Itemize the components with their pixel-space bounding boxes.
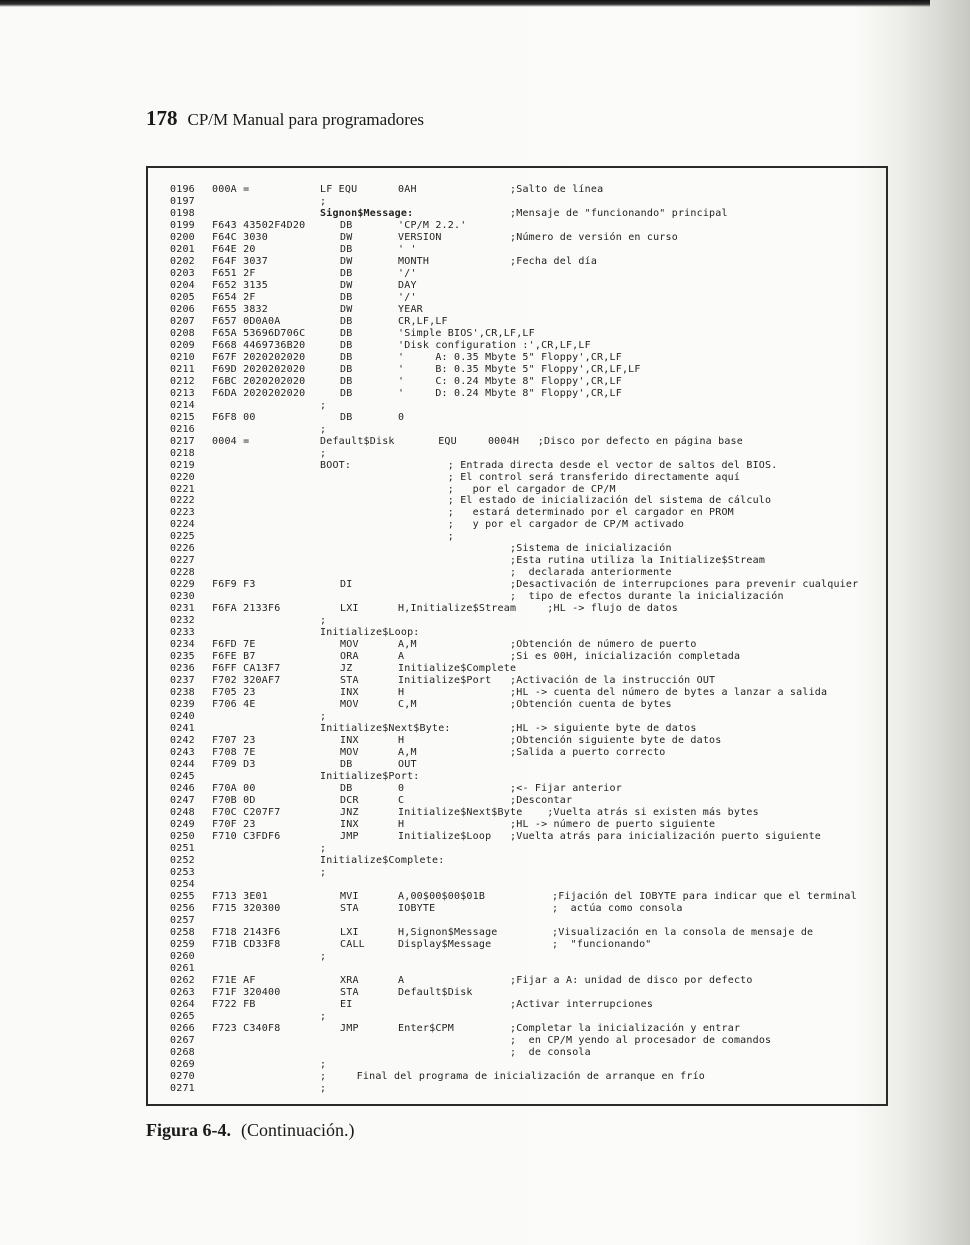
listing-lbl: ; [320,842,327,854]
listing-num: 0202 [170,255,195,267]
listing-cmt: ;Salida a puerto correcto [510,747,666,759]
listing-op: DB [340,363,353,375]
listing-addr: F707 23 [212,735,256,747]
listing-num: 0229 [170,579,195,591]
listing-cmt: ;Sistema de inicialización [510,543,672,555]
listing-num: 0220 [170,471,195,483]
listing-fcm: Final del programa de inicialización de arranque en frío [338,1070,706,1082]
listing-cmt: ;Descontar [510,794,573,806]
listing-num: 0217 [170,435,195,447]
listing-cmt: ;Obtención cuenta de bytes [510,699,672,711]
listing-arg: ' ' [398,243,417,255]
listing-num: 0263 [170,986,195,998]
listing-num: 0214 [170,399,195,411]
listing-arg: A,M [398,639,417,651]
listing-cmt: ;HL -> cuenta del número de bytes a lanzar a salida [510,687,828,699]
listing-addr: F71B CD33F8 [212,938,281,950]
listing-lbl: Initialize$Port: [320,771,420,783]
listing-bcm: ; El estado de inicialización del sistema de cálculo [398,495,772,507]
listing-num: 0233 [170,627,195,639]
listing-bcm: ; y por el cargador de CP/M activado [398,519,685,531]
code-listing [146,166,888,1106]
listing-lbl: Initialize$Next$Byte: [320,723,451,735]
listing-op: XRA [340,974,359,986]
listing-op: DW [340,303,353,315]
listing-op: JMP [340,1022,359,1034]
listing-cmt: ;Fecha del día [510,255,598,267]
listing-op: DW [340,231,353,243]
page-number: 178 [146,106,178,130]
listing-num: 0259 [170,938,195,950]
listing-cmt: ;Salto de línea [510,184,604,195]
listing-num: 0206 [170,303,195,315]
listing-num: 0209 [170,339,195,351]
listing-num: 0241 [170,723,195,735]
listing-num: 0237 [170,675,195,687]
listing-arg: A,00$00$00$01B [398,890,486,902]
listing-addr: F6FA 2133F6 [212,603,281,615]
listing-num: 0248 [170,806,195,818]
listing-op: DB [340,411,353,423]
listing-addr: F71E AF [212,974,256,986]
listing-op: DB [340,291,353,303]
listing-num: 0228 [170,567,195,579]
listing-bcm: ; [398,531,454,543]
listing-num: 0246 [170,783,195,794]
listing-arg: C,M [398,699,417,711]
listing-cmt: ;Mensaje de "funcionando" principal [510,207,728,219]
listing-lbl: ; [320,1070,327,1082]
figure-caption [146,1120,354,1141]
listing-cmt2: ; "funcionando" [552,938,652,950]
listing-addr: F70C C207F7 [212,806,281,818]
listing-addr: F64F 3037 [212,255,268,267]
listing-op: DB [340,783,353,794]
listing-num: 0232 [170,615,195,627]
listing-op: STA [340,986,359,998]
listing-num: 0197 [170,195,195,207]
listing-arg: MONTH [398,255,430,267]
listing-num: 0218 [170,447,195,459]
listing-op: DB [340,351,353,363]
listing-addr: 000A = [212,184,250,195]
listing-op: JZ [340,663,353,675]
listing-arg: Initialize$Complete [398,663,517,675]
listing-addr: F65A 53696D706C [212,327,306,339]
listing-lbl: ; [320,423,327,435]
listing-addr: F708 7E [212,747,256,759]
listing-arg: 'Simple BIOS',CR,LF,LF [398,327,535,339]
listing-num: 0247 [170,794,195,806]
listing-op: INX [340,687,359,699]
listing-arg: H,Initialize$Stream ;HL -> flujo de datos [398,603,678,615]
listing-addr: F71F 320400 [212,986,281,998]
listing-cmt: ; en CP/M yendo al procesador de comandos [510,1034,772,1046]
listing-addr: F654 2F [212,291,256,303]
listing-lbl: ; [320,195,327,207]
listing-arg: H [398,687,405,699]
listing-op: STA [340,902,359,914]
listing-op: CALL [340,938,365,950]
listing-addr: F657 0D0A0A [212,315,281,327]
listing-addr: F710 C3FDF6 [212,830,281,842]
listing-num: 0249 [170,818,195,830]
listing-num: 0267 [170,1034,195,1046]
listing-num: 0242 [170,735,195,747]
listing-cmt: ;HL -> número de puerto siguiente [510,818,716,830]
listing-lbl: ; [320,1010,327,1022]
listing-op: ORA [340,651,359,663]
listing-arg: 0 [398,783,405,794]
listing-addr: F6F8 00 [212,411,256,423]
listing-addr: F655 3832 [212,303,268,315]
listing-op: EI [340,998,353,1010]
listing-arg: OUT [398,759,417,771]
listing-op: INX [340,735,359,747]
listing-num: 0208 [170,327,195,339]
listing-addr: F64E 20 [212,243,256,255]
listing-num: 0205 [170,291,195,303]
listing-cmt: ;Activación de la instrucción OUT [510,675,716,687]
listing-cmt: ;Obtención de número de puerto [510,639,697,651]
listing-arg: Initialize$Port [398,675,492,687]
listing-addr: F713 3E01 [212,890,268,902]
listing-addr: F67F 2020202020 [212,351,306,363]
listing-addr: F705 23 [212,687,256,699]
listing-arg: C [398,794,405,806]
listing-arg: ' B: 0.35 Mbyte 5" Floppy',CR,LF,LF [398,363,641,375]
listing-arg: 0AH [398,184,417,195]
listing-num: 0210 [170,351,195,363]
listing-addr: F651 2F [212,267,256,279]
listing-num: 0254 [170,878,195,890]
listing-addr: F706 4E [212,699,256,711]
figure-label: Figura 6-4. [146,1120,231,1140]
listing-lbl: ; [320,615,327,627]
listing-op: DB [340,219,353,231]
listing-cmt: ;Esta rutina utiliza la Initialize$Stream [510,555,766,567]
listing-arg: Default$Disk [398,986,473,998]
listing-op: DB [340,327,353,339]
listing-num: 0196 [170,184,195,195]
listing-arg: ' C: 0.24 Mbyte 8" Floppy',CR,LF [398,375,622,387]
listing-addr: F6FD 7E [212,639,256,651]
listing-num: 0245 [170,771,195,783]
listing-num: 0265 [170,1010,195,1022]
listing-op: DCR [340,794,359,806]
listing-lbl: Initialize$Loop: [320,627,420,639]
listing-op: LXI [340,603,359,615]
listing-addr: F6FE B7 [212,651,256,663]
listing-num: 0199 [170,219,195,231]
listing-addr: F718 2143F6 [212,926,281,938]
listing-op: DW [340,279,353,291]
listing-num: 0235 [170,651,195,663]
listing-arg: 'Disk configuration :',CR,LF,LF [398,339,591,351]
listing-addr: F70A 00 [212,783,256,794]
listing-num: 0222 [170,495,195,507]
listing-num: 0269 [170,1058,195,1070]
listing-lbl: ; [320,447,327,459]
listing-num: 0270 [170,1070,195,1082]
listing-lbl: ; [320,1082,327,1094]
listing-addr: F6BC 2020202020 [212,375,306,387]
listing-num: 0266 [170,1022,195,1034]
listing-addr: F6F9 F3 [212,579,256,591]
listing-num: 0236 [170,663,195,675]
listing-num: 0258 [170,926,195,938]
listing-cmt2: ;Fijación del IOBYTE para indicar que el terminal [552,890,857,902]
listing-num: 0239 [170,699,195,711]
listing-op: JMP [340,830,359,842]
listing-num: 0203 [170,267,195,279]
listing-arg: Initialize$Loop [398,830,492,842]
listing-num: 0212 [170,375,195,387]
listing-cmt: ; tipo de efectos durante la inicialización [510,591,784,603]
listing-addr: F702 320AF7 [212,675,281,687]
listing-addr: F652 3135 [212,279,268,291]
listing-num: 0251 [170,842,195,854]
listing-lbl: ; [320,711,327,723]
listing-cmt2: ;Visualización en la consola de mensaje de [552,926,814,938]
listing-bcm: ; por el cargador de CP/M [398,483,616,495]
listing-cmt: ;Fijar a A: unidad de disco por defecto [510,974,753,986]
listing-num: 0255 [170,890,195,902]
figure-caption-text: (Continuación.) [241,1120,355,1140]
listing-lbl: BOOT: [320,459,352,471]
listing-op: DB [340,339,353,351]
listing-arg: '/' [398,291,417,303]
listing-cmt: ;Número de versión en curso [510,231,678,243]
listing-addr: F723 C340F8 [212,1022,281,1034]
listing-num: 0200 [170,231,195,243]
listing-op: DB [340,315,353,327]
listing-addr: F70B 0D [212,794,256,806]
listing-cmt: ;Completar la inicialización y entrar [510,1022,741,1034]
listing-cmt: ;Desactivación de interrupciones para prevenir cualquier [510,579,859,591]
listing-num: 0250 [170,830,195,842]
listing-op: STA [340,675,359,687]
listing-num: 0221 [170,483,195,495]
listing-addr: F715 320300 [212,902,281,914]
listing-num: 0260 [170,950,195,962]
listing-cmt: ;HL -> siguiente byte de datos [510,723,697,735]
listing-arg: Display$Message [398,938,492,950]
listing-op: DB [340,759,353,771]
listing-addr: F709 D3 [212,759,256,771]
listing-num: 0253 [170,866,195,878]
listing-lbl: Initialize$Complete: [320,854,445,866]
listing-num: 0257 [170,914,195,926]
listing-op: JNZ [340,806,359,818]
listing-num: 0262 [170,974,195,986]
listing-arg: A,M [398,747,417,759]
listing-lbl: LF EQU [320,184,358,195]
listing-num: 0211 [170,363,195,375]
scan-top-edge [0,0,930,7]
listing-num: 0234 [170,639,195,651]
listing-op: MOV [340,747,359,759]
listing-bcm: ; Entrada directa desde el vector de saltos del BIOS. [398,459,778,471]
running-title: CP/M Manual para programadores [187,110,425,129]
listing-num: 0231 [170,603,195,615]
listing-arg: YEAR [398,303,423,315]
listing-addr: F6DA 2020202020 [212,387,306,399]
listing-num: 0268 [170,1046,195,1058]
listing-num: 0238 [170,687,195,699]
listing-arg: CR,LF,LF [398,315,448,327]
listing-num: 0227 [170,555,195,567]
listing-bcm: ; El control será transferido directamente aquí [398,471,741,483]
listing-num: 0204 [170,279,195,291]
listing-arg: Enter$CPM [398,1022,454,1034]
listing-addr: F70F 23 [212,818,256,830]
listing-arg: H,Signon$Message [398,926,498,938]
listing-arg: Initialize$Next$Byte ;Vuelta atrás si existen más bytes [398,806,759,818]
listing-addr: F668 4469736B20 [212,339,306,351]
listing-lbl: ; [320,866,327,878]
listing-op: LXI [340,926,359,938]
listing-op: DB [340,267,353,279]
listing-arg: H [398,818,405,830]
listing-lbl: Signon$Message: [320,207,414,219]
listing-arg: ' D: 0.24 Mbyte 8" Floppy',CR,LF [398,387,622,399]
listing-addr: F69D 2020202020 [212,363,306,375]
listing-num: 0226 [170,543,195,555]
listing-num: 0261 [170,962,195,974]
listing-op: MVI [340,890,359,902]
listing-arg: A [398,974,405,986]
listing-num: 0271 [170,1082,195,1094]
listing-num: 0264 [170,998,195,1010]
listing-num: 0252 [170,854,195,866]
listing-cmt: ; de consola [510,1046,591,1058]
listing-num: 0224 [170,519,195,531]
listing-cmt: ;Obtención siguiente byte de datos [510,735,722,747]
listing-arg: 0 [398,411,405,423]
listing-bcm: ; estará determinado por el cargador en PROM [398,507,734,519]
listing-num: 0215 [170,411,195,423]
listing-arg: 'CP/M 2.2.' [398,219,467,231]
listing-num: 0201 [170,243,195,255]
listing-arg: '/' [398,267,417,279]
listing-arg: ' A: 0.35 Mbyte 5" Floppy',CR,LF [398,351,622,363]
listing-cmt: ;Activar interrupciones [510,998,654,1010]
listing-num: 0223 [170,507,195,519]
listing-op: DB [340,243,353,255]
listing-num: 0207 [170,315,195,327]
listing-num: 0198 [170,207,195,219]
listing-cmt2: ; actúa como consola [552,902,683,914]
listing-lbl: ; [320,950,327,962]
listing-op: MOV [340,639,359,651]
listing-arg: H [398,735,405,747]
listing-lbl: ; [320,1058,327,1070]
listing-cmt: ; declarada anteriormente [510,567,672,579]
listing-op: INX [340,818,359,830]
listing-num: 0225 [170,531,195,543]
listing-cmt: ;Si es 00H, inicialización completada [510,651,741,663]
listing-cmt: ;<- Fijar anterior [510,783,622,794]
listing-addr: F64C 3030 [212,231,268,243]
listing-num: 0216 [170,423,195,435]
listing-num: 0243 [170,747,195,759]
listing-arg: VERSION [398,231,442,243]
listing-num: 0213 [170,387,195,399]
listing-op: MOV [340,699,359,711]
listing-num: 0240 [170,711,195,723]
listing-op: DB [340,387,353,399]
listing-num: 0244 [170,759,195,771]
listing-cmt: ;Vuelta atrás para inicialización puerto siguiente [510,830,822,842]
listing-lbl: Default$Disk EQU 0004H ;Disco por defecto en página base [320,435,743,447]
listing-addr: F722 FB [212,998,256,1010]
listing-op: DW [340,255,353,267]
listing-arg: DAY [398,279,417,291]
listing-lbl: ; [320,399,327,411]
listing-addr: 0004 = [212,435,250,447]
listing-addr: F6FF CA13F7 [212,663,281,675]
listing-arg: A [398,651,405,663]
page-header [146,106,424,131]
listing-op: DB [340,375,353,387]
listing-num: 0219 [170,459,195,471]
listing-op: DI [340,579,353,591]
listing-arg: IOBYTE [398,902,436,914]
listing-addr: F643 43502F4D20 [212,219,306,231]
listing-num: 0256 [170,902,195,914]
listing-num: 0230 [170,591,195,603]
